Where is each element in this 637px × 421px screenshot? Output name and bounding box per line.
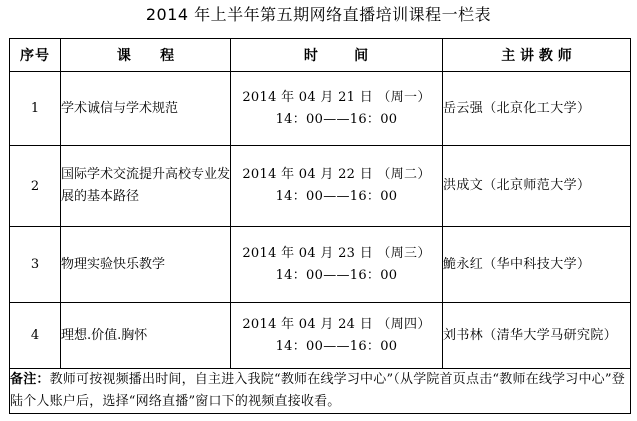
table-row xyxy=(10,72,631,146)
header-time-label: 时 间 xyxy=(303,48,370,64)
note-row xyxy=(10,369,631,414)
note-label: 备注： xyxy=(10,372,50,387)
table-row xyxy=(10,227,631,303)
row-time xyxy=(231,227,443,303)
row-course: 理想.价值.胸怀 xyxy=(61,303,231,369)
header-lecturer xyxy=(443,39,631,72)
header-course-label: 课 程 xyxy=(116,48,175,64)
row-time xyxy=(231,146,443,227)
header-index: 序号 xyxy=(10,39,61,72)
row-index: 3 xyxy=(10,227,61,303)
row-course: 国际学术交流提升高校专业发展的基本路径 xyxy=(61,146,231,227)
row-lecturer: 岳云强（北京化工大学） xyxy=(443,72,631,146)
row-hours: 14：00——16：00 xyxy=(275,189,398,204)
schedule-table xyxy=(9,38,631,414)
row-date: 2014 年 04 月 23 日 （周三） xyxy=(242,245,431,261)
row-date: 2014 年 04 月 21 日 （周一） xyxy=(242,89,431,105)
row-date: 2014 年 04 月 24 日 （周四） xyxy=(242,316,431,332)
row-date: 2014 年 04 月 22 日 （周二） xyxy=(242,167,431,182)
row-course: 学术诚信与学术规范 xyxy=(61,72,231,146)
row-index: 2 xyxy=(10,146,61,227)
table-row xyxy=(10,146,631,227)
row-time xyxy=(231,303,443,369)
table-row xyxy=(10,303,631,369)
row-hours: 14：00——16：00 xyxy=(275,267,398,283)
row-index: 1 xyxy=(10,72,61,146)
page-title: 2014 年上半年第五期网络直播培训课程一栏表 xyxy=(145,5,492,24)
note-text: 教师可按视频播出时间，自主进入我院“教师在线学习中心”（从学院首页点击“教师在线学习中心”登陆个人账户后，选择“网络直播”窗口下的视频直接收看。 xyxy=(10,372,625,409)
header-course xyxy=(61,39,231,72)
row-lecturer: 刘书林（清华大学马研究院） xyxy=(443,303,631,369)
header-time xyxy=(231,39,443,72)
row-lecturer: 洪成文（北京师范大学） xyxy=(443,146,631,227)
row-index: 4 xyxy=(10,303,61,369)
header-lecturer-label: 主 讲 教 师 xyxy=(501,48,572,64)
row-course: 物理实验快乐教学 xyxy=(61,227,231,303)
row-hours: 14：00——16：00 xyxy=(275,111,398,127)
table-header-row xyxy=(10,39,631,72)
row-time xyxy=(231,72,443,146)
row-hours: 14：00——16：00 xyxy=(275,338,398,354)
note-cell xyxy=(10,369,631,414)
row-lecturer: 鮠永红（华中科技大学） xyxy=(443,227,631,303)
